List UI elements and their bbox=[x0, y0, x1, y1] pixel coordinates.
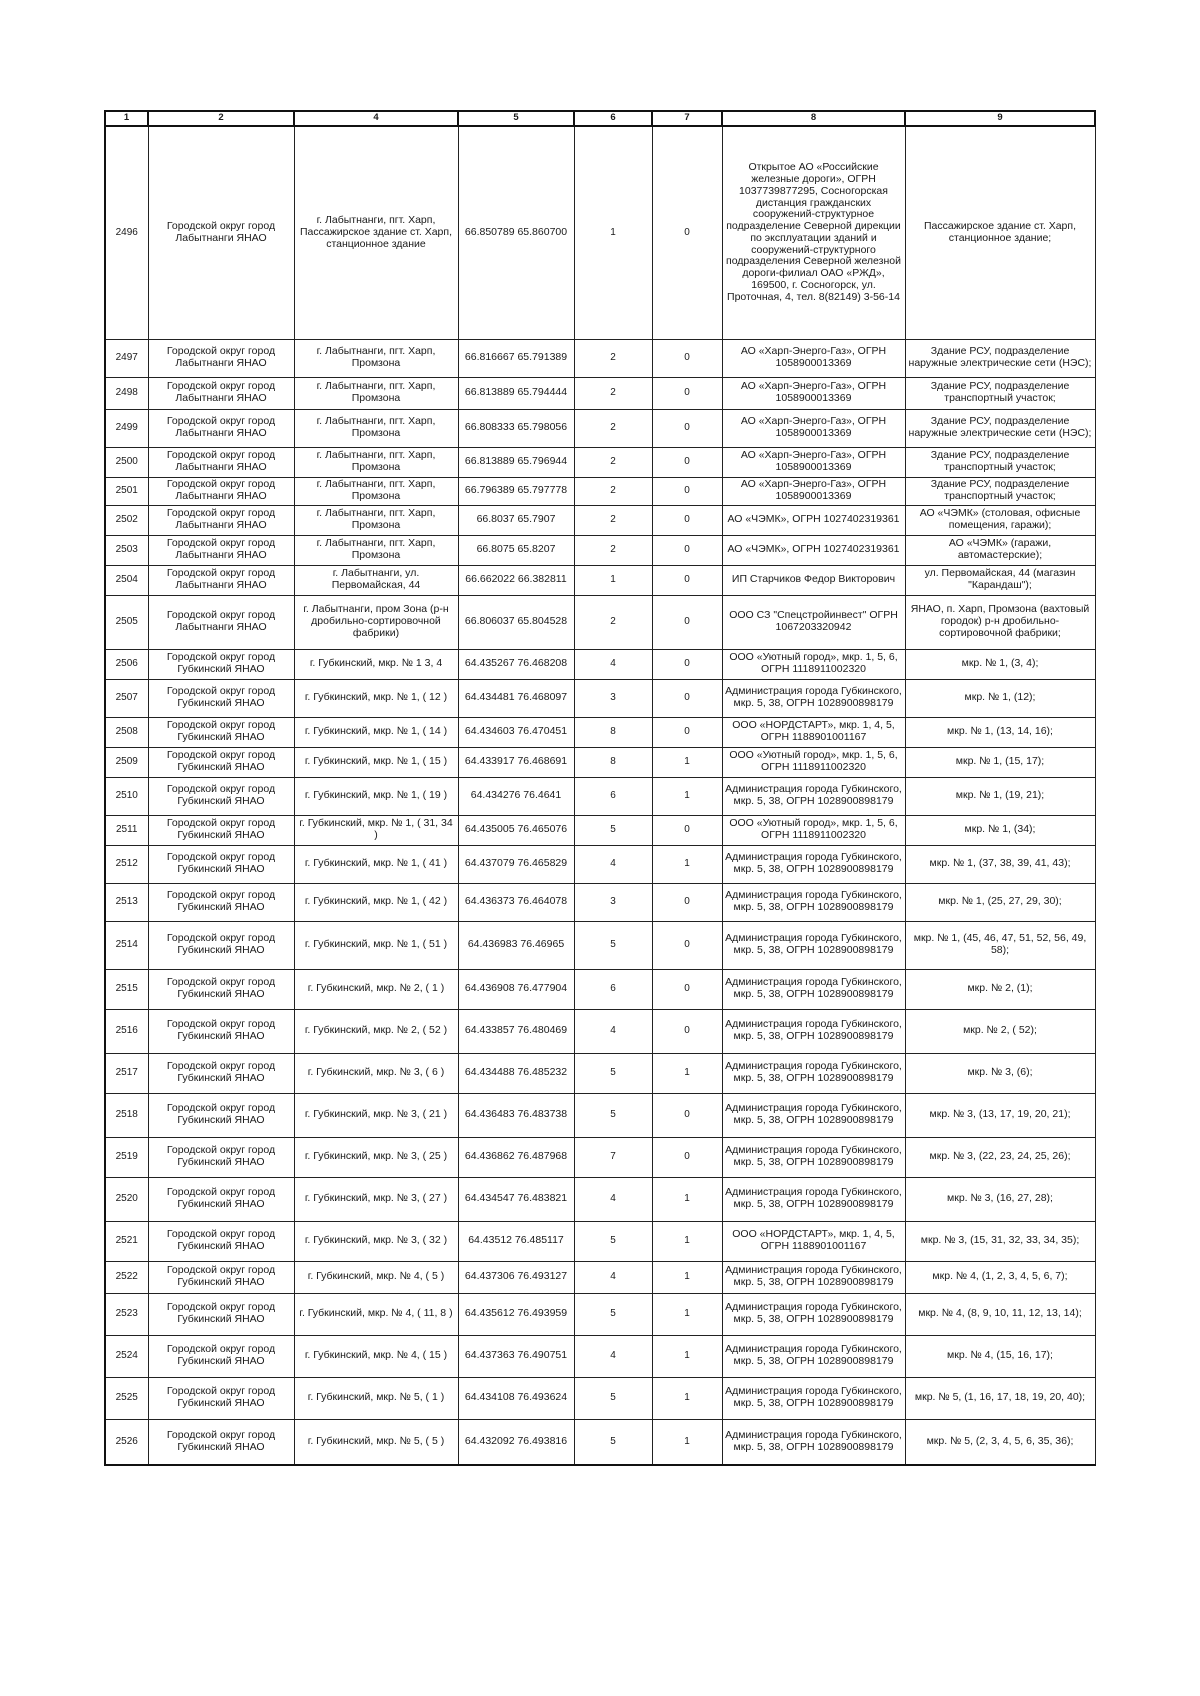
cell-owner: ООО СЗ "Спецстройинвест" ОГРН 1067203320942 bbox=[722, 595, 905, 649]
cell-col-6: 5 bbox=[574, 1093, 652, 1137]
cell-source: Здание РСУ, подразделение наружные электрические сети (НЭС); bbox=[905, 339, 1095, 377]
header-row bbox=[105, 111, 1095, 126]
cell-district: Городской округ город Лабытнанги ЯНАО bbox=[148, 126, 294, 339]
cell-address: г. Лабытнанги, пгт. Харп, Промзона bbox=[294, 505, 458, 535]
cell-source: Пассажирское здание ст. Харп, станционное здание; bbox=[905, 126, 1095, 339]
cell-owner: ООО «Уютный город», мкр. 1, 5, 6, ОГРН 1118911002320 bbox=[722, 649, 905, 679]
cell-address: г. Лабытнанги, пгт. Харп, Промзона bbox=[294, 377, 458, 409]
cell-col-7: 0 bbox=[652, 595, 722, 649]
cell-source: ЯНАО, п. Харп, Промзона (вахтовый городок) р-н дробильно-сортировочной фабрики; bbox=[905, 595, 1095, 649]
cell-owner: ООО «Уютный город», мкр. 1, 5, 6, ОГРН 1118911002320 bbox=[722, 815, 905, 845]
cell-coordinates: 64.433857 76.480469 bbox=[458, 1009, 574, 1053]
cell-address: г. Губкинский, мкр. № 3, ( 32 ) bbox=[294, 1221, 458, 1261]
cell-owner: Администрация города Губкинского, мкр. 5, 38, ОГРН 1028900898179 bbox=[722, 1377, 905, 1419]
cell-coordinates: 64.437363 76.490751 bbox=[458, 1335, 574, 1377]
cell-row-number: 2515 bbox=[105, 969, 148, 1009]
cell-source: мкр. № 1, (34); bbox=[905, 815, 1095, 845]
cell-source: мкр. № 5, (1, 16, 17, 18, 19, 20, 40); bbox=[905, 1377, 1095, 1419]
cell-row-number: 2522 bbox=[105, 1261, 148, 1293]
cell-district: Городской округ город Губкинский ЯНАО bbox=[148, 1221, 294, 1261]
cell-owner: Администрация города Губкинского, мкр. 5, 38, ОГРН 1028900898179 bbox=[722, 969, 905, 1009]
cell-owner: Администрация города Губкинского, мкр. 5, 38, ОГРН 1028900898179 bbox=[722, 1177, 905, 1221]
table-row bbox=[105, 969, 1095, 1009]
cell-col-7: 0 bbox=[652, 679, 722, 717]
cell-address: г. Губкинский, мкр. № 3, ( 21 ) bbox=[294, 1093, 458, 1137]
cell-coordinates: 64.434108 76.493624 bbox=[458, 1377, 574, 1419]
cell-col-6: 8 bbox=[574, 717, 652, 747]
cell-source: мкр. № 1, (12); bbox=[905, 679, 1095, 717]
cell-source: Здание РСУ, подразделение транспортный участок; bbox=[905, 377, 1095, 409]
column-header: 6 bbox=[574, 111, 652, 126]
cell-col-6: 1 bbox=[574, 126, 652, 339]
cell-col-7: 0 bbox=[652, 1137, 722, 1177]
cell-district: Городской округ город Губкинский ЯНАО bbox=[148, 777, 294, 815]
cell-col-7: 0 bbox=[652, 649, 722, 679]
column-header: 8 bbox=[722, 111, 905, 126]
cell-source: мкр. № 3, (16, 27, 28); bbox=[905, 1177, 1095, 1221]
cell-address: г. Лабытнанги, пгт. Харп, Промзона bbox=[294, 477, 458, 505]
column-header: 9 bbox=[905, 111, 1095, 126]
cell-district: Городской округ город Губкинский ЯНАО bbox=[148, 1093, 294, 1137]
cell-owner: Администрация города Губкинского, мкр. 5, 38, ОГРН 1028900898179 bbox=[722, 1093, 905, 1137]
cell-address: г. Губкинский, мкр. № 5, ( 1 ) bbox=[294, 1377, 458, 1419]
cell-district: Городской округ город Губкинский ЯНАО bbox=[148, 649, 294, 679]
cell-coordinates: 64.437079 76.465829 bbox=[458, 845, 574, 883]
table-row bbox=[105, 447, 1095, 477]
cell-coordinates: 64.435267 76.468208 bbox=[458, 649, 574, 679]
cell-col-6: 8 bbox=[574, 747, 652, 777]
cell-coordinates: 64.436862 76.487968 bbox=[458, 1137, 574, 1177]
cell-address: г. Губкинский, мкр. № 1 3, 4 bbox=[294, 649, 458, 679]
cell-address: г. Губкинский, мкр. № 1, ( 15 ) bbox=[294, 747, 458, 777]
cell-owner: ООО «НОРДСТАРТ», мкр. 1, 4, 5, ОГРН 1188901001167 bbox=[722, 717, 905, 747]
cell-col-7: 0 bbox=[652, 1093, 722, 1137]
cell-source: мкр. № 4, (8, 9, 10, 11, 12, 13, 14); bbox=[905, 1293, 1095, 1335]
cell-row-number: 2523 bbox=[105, 1293, 148, 1335]
cell-district: Городской округ город Губкинский ЯНАО bbox=[148, 1177, 294, 1221]
cell-source: мкр. № 4, (1, 2, 3, 4, 5, 6, 7); bbox=[905, 1261, 1095, 1293]
table-row bbox=[105, 777, 1095, 815]
cell-col-6: 2 bbox=[574, 377, 652, 409]
cell-source: мкр. № 3, (6); bbox=[905, 1053, 1095, 1093]
cell-source: мкр. № 3, (22, 23, 24, 25, 26); bbox=[905, 1137, 1095, 1177]
cell-address: г. Губкинский, мкр. № 1, ( 12 ) bbox=[294, 679, 458, 717]
cell-coordinates: 66.806037 65.804528 bbox=[458, 595, 574, 649]
registry-table bbox=[104, 110, 1096, 1466]
cell-row-number: 2505 bbox=[105, 595, 148, 649]
cell-col-6: 5 bbox=[574, 1419, 652, 1465]
cell-coordinates: 64.434547 76.483821 bbox=[458, 1177, 574, 1221]
cell-row-number: 2510 bbox=[105, 777, 148, 815]
cell-row-number: 2509 bbox=[105, 747, 148, 777]
cell-row-number: 2518 bbox=[105, 1093, 148, 1137]
cell-row-number: 2513 bbox=[105, 883, 148, 921]
table-row bbox=[105, 339, 1095, 377]
table-row bbox=[105, 845, 1095, 883]
cell-col-7: 0 bbox=[652, 447, 722, 477]
cell-address: г. Лабытнанги, ул. Первомайская, 44 bbox=[294, 565, 458, 595]
column-header: 7 bbox=[652, 111, 722, 126]
cell-district: Городской округ город Губкинский ЯНАО bbox=[148, 747, 294, 777]
cell-address: г. Губкинский, мкр. № 1, ( 14 ) bbox=[294, 717, 458, 747]
cell-owner: Администрация города Губкинского, мкр. 5, 38, ОГРН 1028900898179 bbox=[722, 883, 905, 921]
cell-source: мкр. № 5, (2, 3, 4, 5, 6, 35, 36); bbox=[905, 1419, 1095, 1465]
table-row bbox=[105, 883, 1095, 921]
cell-row-number: 2525 bbox=[105, 1377, 148, 1419]
cell-col-6: 5 bbox=[574, 1221, 652, 1261]
cell-owner: Администрация города Губкинского, мкр. 5, 38, ОГРН 1028900898179 bbox=[722, 1053, 905, 1093]
cell-source: АО «ЧЭМК» (столовая, офисные помещения, гаражи); bbox=[905, 505, 1095, 535]
cell-col-7: 1 bbox=[652, 1261, 722, 1293]
cell-source: мкр. № 1, (19, 21); bbox=[905, 777, 1095, 815]
cell-coordinates: 64.434603 76.470451 bbox=[458, 717, 574, 747]
table-row bbox=[105, 1221, 1095, 1261]
cell-col-6: 5 bbox=[574, 921, 652, 969]
column-header: 5 bbox=[458, 111, 574, 126]
cell-owner: АО «Харп-Энерго-Газ», ОГРН 1058900013369 bbox=[722, 339, 905, 377]
cell-address: г. Губкинский, мкр. № 4, ( 11, 8 ) bbox=[294, 1293, 458, 1335]
cell-district: Городской округ город Губкинский ЯНАО bbox=[148, 717, 294, 747]
cell-coordinates: 64.436983 76.46965 bbox=[458, 921, 574, 969]
cell-district: Городской округ город Губкинский ЯНАО bbox=[148, 1335, 294, 1377]
cell-col-7: 0 bbox=[652, 921, 722, 969]
cell-col-6: 4 bbox=[574, 1261, 652, 1293]
cell-coordinates: 64.434481 76.468097 bbox=[458, 679, 574, 717]
cell-district: Городской округ город Лабытнанги ЯНАО bbox=[148, 377, 294, 409]
cell-district: Городской округ город Губкинский ЯНАО bbox=[148, 1261, 294, 1293]
cell-row-number: 2506 bbox=[105, 649, 148, 679]
cell-coordinates: 64.435612 76.493959 bbox=[458, 1293, 574, 1335]
cell-col-6: 4 bbox=[574, 1177, 652, 1221]
cell-owner: Администрация города Губкинского, мкр. 5, 38, ОГРН 1028900898179 bbox=[722, 777, 905, 815]
cell-row-number: 2524 bbox=[105, 1335, 148, 1377]
cell-col-6: 4 bbox=[574, 845, 652, 883]
cell-col-6: 2 bbox=[574, 447, 652, 477]
cell-owner: АО «ЧЭМК», ОГРН 1027402319361 bbox=[722, 505, 905, 535]
cell-coordinates: 64.435005 76.465076 bbox=[458, 815, 574, 845]
cell-source: мкр. № 1, (13, 14, 16); bbox=[905, 717, 1095, 747]
table-body bbox=[105, 126, 1095, 1465]
cell-district: Городской округ город Губкинский ЯНАО bbox=[148, 969, 294, 1009]
cell-coordinates: 64.436483 76.483738 bbox=[458, 1093, 574, 1137]
cell-address: г. Губкинский, мкр. № 1, ( 41 ) bbox=[294, 845, 458, 883]
cell-col-7: 0 bbox=[652, 1009, 722, 1053]
table-row bbox=[105, 717, 1095, 747]
cell-district: Городской округ город Лабытнанги ЯНАО bbox=[148, 595, 294, 649]
cell-col-6: 5 bbox=[574, 815, 652, 845]
cell-source: мкр. № 1, (15, 17); bbox=[905, 747, 1095, 777]
cell-coordinates: 64.434488 76.485232 bbox=[458, 1053, 574, 1093]
cell-source: Здание РСУ, подразделение транспортный участок; bbox=[905, 447, 1095, 477]
cell-coordinates: 66.8037 65.7907 bbox=[458, 505, 574, 535]
cell-district: Городской округ город Губкинский ЯНАО bbox=[148, 1419, 294, 1465]
cell-col-6: 2 bbox=[574, 339, 652, 377]
table-row bbox=[105, 1009, 1095, 1053]
cell-owner: АО «Харп-Энерго-Газ», ОГРН 1058900013369 bbox=[722, 477, 905, 505]
cell-district: Городской округ город Лабытнанги ЯНАО bbox=[148, 447, 294, 477]
cell-owner: Администрация города Губкинского, мкр. 5, 38, ОГРН 1028900898179 bbox=[722, 1009, 905, 1053]
cell-owner: Администрация города Губкинского, мкр. 5, 38, ОГРН 1028900898179 bbox=[722, 679, 905, 717]
cell-col-6: 6 bbox=[574, 969, 652, 1009]
table-row bbox=[105, 1293, 1095, 1335]
cell-col-6: 2 bbox=[574, 535, 652, 565]
cell-col-6: 7 bbox=[574, 1137, 652, 1177]
cell-col-7: 1 bbox=[652, 777, 722, 815]
cell-col-7: 0 bbox=[652, 126, 722, 339]
table-row bbox=[105, 1419, 1095, 1465]
cell-row-number: 2503 bbox=[105, 535, 148, 565]
cell-address: г. Губкинский, мкр. № 1, ( 51 ) bbox=[294, 921, 458, 969]
cell-address: г. Лабытнанги, пгт. Харп, Пассажирское здание ст. Харп, станционное здание bbox=[294, 126, 458, 339]
cell-row-number: 2521 bbox=[105, 1221, 148, 1261]
table-row bbox=[105, 1335, 1095, 1377]
cell-col-6: 2 bbox=[574, 409, 652, 447]
cell-row-number: 2511 bbox=[105, 815, 148, 845]
cell-col-7: 0 bbox=[652, 339, 722, 377]
cell-owner: Открытое АО «Российские железные дороги», ОГРН 1037739877295, Сосногорская дистанция гражданских сооружений-структурное подразделение Северной дирекции по эксплуатации зданий и сооружений-структурного подразделения Северной железной дороги-филиал ОАО «РЖД», 169500, г. Сосногорск, ул. Проточная, 4, тел. 8(82149) 3-56-14 bbox=[722, 126, 905, 339]
cell-col-7: 0 bbox=[652, 969, 722, 1009]
cell-address: г. Губкинский, мкр. № 1, ( 19 ) bbox=[294, 777, 458, 815]
document-page bbox=[104, 110, 1094, 1466]
cell-source: мкр. № 1, (25, 27, 29, 30); bbox=[905, 883, 1095, 921]
table-row bbox=[105, 815, 1095, 845]
cell-district: Городской округ город Лабытнанги ЯНАО bbox=[148, 565, 294, 595]
cell-district: Городской округ город Губкинский ЯНАО bbox=[148, 1137, 294, 1177]
cell-owner: Администрация города Губкинского, мкр. 5, 38, ОГРН 1028900898179 bbox=[722, 845, 905, 883]
cell-col-7: 0 bbox=[652, 409, 722, 447]
cell-owner: ИП Старчиков Федор Викторович bbox=[722, 565, 905, 595]
table-row bbox=[105, 377, 1095, 409]
cell-col-6: 5 bbox=[574, 1053, 652, 1093]
cell-col-7: 1 bbox=[652, 1053, 722, 1093]
cell-source: мкр. № 1, (45, 46, 47, 51, 52, 56, 49, 58); bbox=[905, 921, 1095, 969]
cell-coordinates: 64.436373 76.464078 bbox=[458, 883, 574, 921]
table-row bbox=[105, 679, 1095, 717]
cell-coordinates: 66.808333 65.798056 bbox=[458, 409, 574, 447]
cell-address: г. Губкинский, мкр. № 3, ( 27 ) bbox=[294, 1177, 458, 1221]
cell-address: г. Губкинский, мкр. № 4, ( 15 ) bbox=[294, 1335, 458, 1377]
cell-row-number: 2526 bbox=[105, 1419, 148, 1465]
cell-col-6: 2 bbox=[574, 505, 652, 535]
cell-address: г. Лабытнанги, пгт. Харп, Промзона bbox=[294, 447, 458, 477]
table-row bbox=[105, 649, 1095, 679]
cell-coordinates: 66.850789 65.860700 bbox=[458, 126, 574, 339]
cell-owner: Администрация города Губкинского, мкр. 5, 38, ОГРН 1028900898179 bbox=[722, 1293, 905, 1335]
cell-col-7: 0 bbox=[652, 535, 722, 565]
cell-district: Городской округ город Лабытнанги ЯНАО bbox=[148, 535, 294, 565]
cell-address: г. Лабытнанги, пгт. Харп, Промзона bbox=[294, 409, 458, 447]
table-row bbox=[105, 505, 1095, 535]
cell-district: Городской округ город Лабытнанги ЯНАО bbox=[148, 339, 294, 377]
cell-district: Городской округ город Губкинский ЯНАО bbox=[148, 883, 294, 921]
cell-owner: Администрация города Губкинского, мкр. 5, 38, ОГРН 1028900898179 bbox=[722, 921, 905, 969]
cell-coordinates: 66.8075 65.8207 bbox=[458, 535, 574, 565]
cell-row-number: 2497 bbox=[105, 339, 148, 377]
column-header: 2 bbox=[148, 111, 294, 126]
cell-owner: ООО «НОРДСТАРТ», мкр. 1, 4, 5, ОГРН 1188901001167 bbox=[722, 1221, 905, 1261]
cell-col-6: 5 bbox=[574, 1377, 652, 1419]
cell-col-6: 4 bbox=[574, 1009, 652, 1053]
cell-address: г. Губкинский, мкр. № 1, ( 42 ) bbox=[294, 883, 458, 921]
cell-col-7: 1 bbox=[652, 1419, 722, 1465]
cell-district: Городской округ город Губкинский ЯНАО bbox=[148, 1377, 294, 1419]
cell-col-7: 1 bbox=[652, 1177, 722, 1221]
cell-col-7: 0 bbox=[652, 815, 722, 845]
cell-district: Городской округ город Лабытнанги ЯНАО bbox=[148, 409, 294, 447]
cell-address: г. Губкинский, мкр. № 5, ( 5 ) bbox=[294, 1419, 458, 1465]
cell-row-number: 2516 bbox=[105, 1009, 148, 1053]
cell-row-number: 2498 bbox=[105, 377, 148, 409]
cell-owner: Администрация города Губкинского, мкр. 5, 38, ОГРН 1028900898179 bbox=[722, 1335, 905, 1377]
cell-col-7: 1 bbox=[652, 747, 722, 777]
cell-row-number: 2496 bbox=[105, 126, 148, 339]
table-row bbox=[105, 595, 1095, 649]
table-row bbox=[105, 565, 1095, 595]
cell-col-7: 1 bbox=[652, 1335, 722, 1377]
cell-coordinates: 64.433917 76.468691 bbox=[458, 747, 574, 777]
cell-address: г. Губкинский, мкр. № 2, ( 52 ) bbox=[294, 1009, 458, 1053]
cell-row-number: 2517 bbox=[105, 1053, 148, 1093]
cell-district: Городской округ город Губкинский ЯНАО bbox=[148, 679, 294, 717]
cell-owner: АО «Харп-Энерго-Газ», ОГРН 1058900013369 bbox=[722, 447, 905, 477]
cell-col-6: 6 bbox=[574, 777, 652, 815]
cell-district: Городской округ город Губкинский ЯНАО bbox=[148, 845, 294, 883]
cell-source: мкр. № 3, (13, 17, 19, 20, 21); bbox=[905, 1093, 1095, 1137]
table-row bbox=[105, 535, 1095, 565]
table-row bbox=[105, 921, 1095, 969]
table-row bbox=[105, 1093, 1095, 1137]
cell-col-6: 2 bbox=[574, 595, 652, 649]
cell-coordinates: 66.662022 66.382811 bbox=[458, 565, 574, 595]
cell-district: Городской округ город Губкинский ЯНАО bbox=[148, 815, 294, 845]
cell-col-6: 1 bbox=[574, 565, 652, 595]
cell-row-number: 2500 bbox=[105, 447, 148, 477]
cell-source: мкр. № 2, (1); bbox=[905, 969, 1095, 1009]
cell-coordinates: 64.437306 76.493127 bbox=[458, 1261, 574, 1293]
cell-address: г. Губкинский, мкр. № 3, ( 6 ) bbox=[294, 1053, 458, 1093]
cell-col-6: 4 bbox=[574, 649, 652, 679]
table-row bbox=[105, 1261, 1095, 1293]
cell-coordinates: 64.43512 76.485117 bbox=[458, 1221, 574, 1261]
cell-row-number: 2501 bbox=[105, 477, 148, 505]
cell-address: г. Губкинский, мкр. № 2, ( 1 ) bbox=[294, 969, 458, 1009]
cell-source: Здание РСУ, подразделение транспортный участок; bbox=[905, 477, 1095, 505]
cell-row-number: 2514 bbox=[105, 921, 148, 969]
cell-col-7: 1 bbox=[652, 1377, 722, 1419]
cell-coordinates: 66.796389 65.797778 bbox=[458, 477, 574, 505]
table-row bbox=[105, 126, 1095, 339]
cell-owner: АО «Харп-Энерго-Газ», ОГРН 1058900013369 bbox=[722, 409, 905, 447]
cell-owner: Администрация города Губкинского, мкр. 5, 38, ОГРН 1028900898179 bbox=[722, 1419, 905, 1465]
cell-owner: АО «Харп-Энерго-Газ», ОГРН 1058900013369 bbox=[722, 377, 905, 409]
cell-owner: Администрация города Губкинского, мкр. 5, 38, ОГРН 1028900898179 bbox=[722, 1261, 905, 1293]
cell-row-number: 2512 bbox=[105, 845, 148, 883]
cell-row-number: 2508 bbox=[105, 717, 148, 747]
cell-district: Городской округ город Лабытнанги ЯНАО bbox=[148, 477, 294, 505]
cell-district: Городской округ город Губкинский ЯНАО bbox=[148, 1293, 294, 1335]
cell-col-7: 0 bbox=[652, 883, 722, 921]
cell-owner: Администрация города Губкинского, мкр. 5, 38, ОГРН 1028900898179 bbox=[722, 1137, 905, 1177]
cell-address: г. Лабытнанги, пгт. Харп, Промзона bbox=[294, 535, 458, 565]
table-row bbox=[105, 747, 1095, 777]
cell-source: АО «ЧЭМК» (гаражи, автомастерские); bbox=[905, 535, 1095, 565]
cell-source: ул. Первомайская, 44 (магазин "Карандаш"); bbox=[905, 565, 1095, 595]
cell-source: мкр. № 3, (15, 31, 32, 33, 34, 35); bbox=[905, 1221, 1095, 1261]
cell-coordinates: 64.434276 76.4641 bbox=[458, 777, 574, 815]
cell-row-number: 2504 bbox=[105, 565, 148, 595]
cell-col-6: 3 bbox=[574, 883, 652, 921]
cell-col-7: 0 bbox=[652, 505, 722, 535]
cell-row-number: 2520 bbox=[105, 1177, 148, 1221]
cell-col-6: 5 bbox=[574, 1293, 652, 1335]
cell-owner: АО «ЧЭМК», ОГРН 1027402319361 bbox=[722, 535, 905, 565]
column-header: 1 bbox=[105, 111, 148, 126]
cell-col-7: 1 bbox=[652, 1293, 722, 1335]
table-header bbox=[105, 111, 1095, 126]
cell-district: Городской округ город Губкинский ЯНАО bbox=[148, 921, 294, 969]
cell-district: Городской округ город Лабытнанги ЯНАО bbox=[148, 505, 294, 535]
cell-district: Городской округ город Губкинский ЯНАО bbox=[148, 1053, 294, 1093]
cell-address: г. Губкинский, мкр. № 1, ( 31, 34 ) bbox=[294, 815, 458, 845]
cell-source: Здание РСУ, подразделение наружные электрические сети (НЭС); bbox=[905, 409, 1095, 447]
cell-col-7: 1 bbox=[652, 845, 722, 883]
cell-source: мкр. № 4, (15, 16, 17); bbox=[905, 1335, 1095, 1377]
cell-col-6: 4 bbox=[574, 1335, 652, 1377]
cell-row-number: 2502 bbox=[105, 505, 148, 535]
cell-col-7: 1 bbox=[652, 1221, 722, 1261]
cell-coordinates: 66.816667 65.791389 bbox=[458, 339, 574, 377]
cell-col-6: 3 bbox=[574, 679, 652, 717]
cell-col-7: 0 bbox=[652, 477, 722, 505]
table-row bbox=[105, 1177, 1095, 1221]
table-row bbox=[105, 409, 1095, 447]
cell-source: мкр. № 1, (37, 38, 39, 41, 43); bbox=[905, 845, 1095, 883]
cell-address: г. Лабытнанги, пгт. Харп, Промзона bbox=[294, 339, 458, 377]
column-header: 4 bbox=[294, 111, 458, 126]
cell-col-7: 0 bbox=[652, 565, 722, 595]
cell-source: мкр. № 2, ( 52); bbox=[905, 1009, 1095, 1053]
cell-address: г. Губкинский, мкр. № 3, ( 25 ) bbox=[294, 1137, 458, 1177]
cell-row-number: 2519 bbox=[105, 1137, 148, 1177]
cell-source: мкр. № 1, (3, 4); bbox=[905, 649, 1095, 679]
cell-address: г. Губкинский, мкр. № 4, ( 5 ) bbox=[294, 1261, 458, 1293]
cell-coordinates: 66.813889 65.796944 bbox=[458, 447, 574, 477]
cell-col-7: 0 bbox=[652, 717, 722, 747]
cell-col-6: 2 bbox=[574, 477, 652, 505]
cell-row-number: 2507 bbox=[105, 679, 148, 717]
cell-coordinates: 66.813889 65.794444 bbox=[458, 377, 574, 409]
cell-coordinates: 64.436908 76.477904 bbox=[458, 969, 574, 1009]
cell-owner: ООО «Уютный город», мкр. 1, 5, 6, ОГРН 1118911002320 bbox=[722, 747, 905, 777]
cell-row-number: 2499 bbox=[105, 409, 148, 447]
cell-col-7: 0 bbox=[652, 377, 722, 409]
cell-address: г. Лабытнанги, пром Зона (р-н дробильно-сортировочной фабрики) bbox=[294, 595, 458, 649]
table-row bbox=[105, 1137, 1095, 1177]
table-row bbox=[105, 477, 1095, 505]
table-row bbox=[105, 1377, 1095, 1419]
table-row bbox=[105, 1053, 1095, 1093]
cell-district: Городской округ город Губкинский ЯНАО bbox=[148, 1009, 294, 1053]
cell-coordinates: 64.432092 76.493816 bbox=[458, 1419, 574, 1465]
